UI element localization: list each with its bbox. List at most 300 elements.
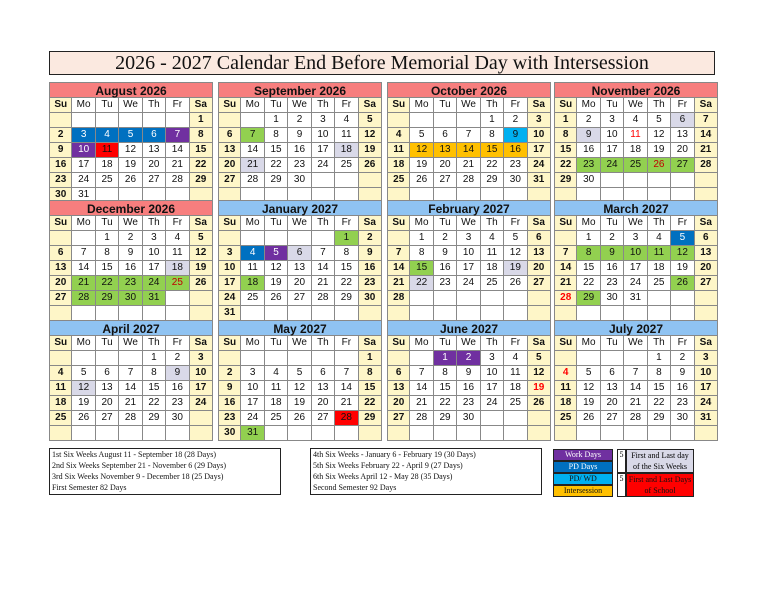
- weekday-header: Sa: [528, 98, 551, 113]
- weekday-header: Th: [648, 216, 671, 231]
- day-cell: 31: [143, 291, 166, 306]
- legend-line: Second Semester 92 Days: [313, 483, 397, 492]
- weekday-header: Fr: [166, 98, 189, 113]
- day-cell: [481, 426, 504, 441]
- day-cell: 27: [434, 173, 457, 188]
- day-cell: [359, 173, 382, 188]
- day-cell: 16: [601, 261, 624, 276]
- day-cell: 25: [481, 276, 504, 291]
- day-cell: 19: [265, 276, 288, 291]
- day-cell: 22: [554, 158, 577, 173]
- month-day-grid: [387, 98, 551, 203]
- day-cell: [434, 113, 457, 128]
- day-cell: 11: [241, 261, 264, 276]
- weekday-header: Tu: [265, 98, 288, 113]
- day-cell: 17: [481, 381, 504, 396]
- day-cell: 4: [624, 113, 647, 128]
- day-cell: 5: [504, 231, 527, 246]
- day-cell: 18: [648, 261, 671, 276]
- day-cell: 19: [671, 261, 694, 276]
- day-cell: 29: [554, 173, 577, 188]
- day-cell: [387, 113, 410, 128]
- day-cell: [359, 426, 382, 441]
- weekday-header: Th: [143, 336, 166, 351]
- day-cell: 16: [119, 261, 142, 276]
- day-cell: [528, 306, 551, 321]
- day-cell: 27: [528, 276, 551, 291]
- day-cell: 12: [528, 366, 551, 381]
- weekday-header: Su: [49, 216, 72, 231]
- day-cell: [457, 291, 480, 306]
- weekday-header: Su: [218, 336, 241, 351]
- weekday-header: Su: [218, 98, 241, 113]
- day-cell: 8: [648, 366, 671, 381]
- day-cell: 20: [528, 261, 551, 276]
- day-cell: 21: [457, 158, 480, 173]
- day-cell: 24: [695, 396, 718, 411]
- day-cell: 28: [410, 411, 433, 426]
- weekday-header: Sa: [359, 98, 382, 113]
- month-title: May 2027: [218, 320, 382, 336]
- day-cell: 14: [387, 261, 410, 276]
- weekday-header: Mo: [72, 336, 95, 351]
- day-cell: [695, 291, 718, 306]
- day-cell: 24: [601, 158, 624, 173]
- day-cell: 29: [96, 291, 119, 306]
- day-cell: [577, 426, 600, 441]
- month-calendar: [49, 320, 213, 441]
- day-cell: 20: [434, 158, 457, 173]
- month-calendar: [387, 200, 551, 321]
- day-cell: 1: [434, 351, 457, 366]
- day-cell: [434, 426, 457, 441]
- day-cell: 30: [49, 188, 72, 203]
- day-cell: 2: [504, 113, 527, 128]
- month-calendar: [218, 320, 382, 441]
- day-cell: 7: [457, 128, 480, 143]
- day-cell: [434, 291, 457, 306]
- day-cell: 17: [457, 261, 480, 276]
- day-cell: 16: [504, 143, 527, 158]
- day-cell: [695, 173, 718, 188]
- day-cell: 24: [624, 276, 647, 291]
- day-cell: 29: [434, 411, 457, 426]
- key-school-sample: 5: [617, 473, 626, 497]
- day-cell: 8: [577, 246, 600, 261]
- day-cell: 16: [671, 381, 694, 396]
- weekday-header: Mo: [241, 216, 264, 231]
- weekday-header: Tu: [265, 216, 288, 231]
- day-cell: 12: [504, 246, 527, 261]
- day-cell: 23: [434, 276, 457, 291]
- day-cell: 28: [72, 291, 95, 306]
- day-cell: 4: [265, 366, 288, 381]
- day-cell: 22: [143, 396, 166, 411]
- day-cell: 13: [288, 261, 311, 276]
- day-cell: 5: [72, 366, 95, 381]
- weekday-header: Su: [49, 336, 72, 351]
- day-cell: 2: [457, 351, 480, 366]
- day-cell: 20: [671, 143, 694, 158]
- day-cell: 20: [49, 276, 72, 291]
- day-cell: 29: [335, 291, 358, 306]
- day-cell: [554, 231, 577, 246]
- weekday-header: Tu: [601, 336, 624, 351]
- day-cell: [624, 173, 647, 188]
- day-cell: 15: [577, 261, 600, 276]
- day-cell: 19: [190, 261, 213, 276]
- day-cell: 21: [624, 396, 647, 411]
- day-cell: 23: [288, 158, 311, 173]
- day-cell: [410, 113, 433, 128]
- day-cell: 9: [119, 246, 142, 261]
- day-cell: 1: [143, 351, 166, 366]
- month-day-grid: [49, 98, 213, 203]
- day-cell: 7: [410, 366, 433, 381]
- weekday-header: Mo: [241, 98, 264, 113]
- day-cell: 18: [387, 158, 410, 173]
- day-cell: 14: [624, 381, 647, 396]
- day-cell: 18: [504, 381, 527, 396]
- day-cell: 3: [624, 231, 647, 246]
- day-cell: 5: [671, 231, 694, 246]
- day-cell: [648, 306, 671, 321]
- day-cell: 8: [410, 246, 433, 261]
- month-calendar: [218, 82, 382, 203]
- key-pd-days: PD Days: [553, 461, 613, 473]
- day-cell: [481, 411, 504, 426]
- weekday-header: Mo: [72, 98, 95, 113]
- day-cell: 13: [695, 246, 718, 261]
- day-cell: 10: [72, 143, 95, 158]
- day-cell: 13: [49, 261, 72, 276]
- day-cell: [359, 306, 382, 321]
- day-cell: 20: [288, 276, 311, 291]
- day-cell: 17: [72, 158, 95, 173]
- day-cell: 3: [143, 231, 166, 246]
- day-cell: [312, 231, 335, 246]
- day-cell: 1: [335, 231, 358, 246]
- day-cell: 2: [166, 351, 189, 366]
- day-cell: 6: [671, 113, 694, 128]
- weekday-header: Th: [481, 216, 504, 231]
- day-cell: 24: [218, 291, 241, 306]
- day-cell: 6: [601, 366, 624, 381]
- day-cell: 3: [190, 351, 213, 366]
- day-cell: 24: [457, 276, 480, 291]
- day-cell: 30: [359, 291, 382, 306]
- day-cell: 21: [695, 143, 718, 158]
- day-cell: [190, 306, 213, 321]
- day-cell: 8: [481, 128, 504, 143]
- weekday-header: Sa: [359, 216, 382, 231]
- day-cell: 13: [671, 128, 694, 143]
- day-cell: 11: [166, 246, 189, 261]
- day-cell: 26: [359, 158, 382, 173]
- month-day-grid: [554, 336, 718, 441]
- day-cell: [387, 351, 410, 366]
- day-cell: 29: [648, 411, 671, 426]
- day-cell: 9: [166, 366, 189, 381]
- day-cell: 4: [504, 351, 527, 366]
- day-cell: 31: [695, 411, 718, 426]
- day-cell: 11: [504, 366, 527, 381]
- day-cell: 4: [96, 128, 119, 143]
- day-cell: [72, 351, 95, 366]
- weekday-header: Tu: [434, 98, 457, 113]
- day-cell: 8: [265, 128, 288, 143]
- day-cell: 14: [335, 381, 358, 396]
- day-cell: [504, 306, 527, 321]
- day-cell: 21: [554, 276, 577, 291]
- day-cell: 4: [166, 231, 189, 246]
- day-cell: [190, 291, 213, 306]
- month-calendar: [554, 200, 718, 321]
- key-pd-wd: PD/ WD: [553, 473, 613, 485]
- day-cell: [218, 231, 241, 246]
- day-cell: [410, 306, 433, 321]
- legend-line: 5th Six Weeks February 22 - April 9 (27 Days): [313, 461, 463, 470]
- day-cell: 21: [72, 276, 95, 291]
- day-cell: 30: [218, 426, 241, 441]
- day-cell: [648, 426, 671, 441]
- weekday-header: We: [457, 98, 480, 113]
- key-work-days: Work Days: [553, 449, 613, 461]
- day-cell: 22: [648, 396, 671, 411]
- day-cell: 3: [241, 366, 264, 381]
- month-calendar: [554, 320, 718, 441]
- day-cell: 22: [434, 396, 457, 411]
- month-calendar: [387, 320, 551, 441]
- day-cell: [410, 291, 433, 306]
- day-cell: 5: [265, 246, 288, 261]
- day-cell: 2: [119, 231, 142, 246]
- day-cell: 10: [143, 246, 166, 261]
- day-cell: 4: [241, 246, 264, 261]
- day-cell: 7: [72, 246, 95, 261]
- day-cell: 1: [359, 351, 382, 366]
- day-cell: 23: [504, 158, 527, 173]
- day-cell: 19: [72, 396, 95, 411]
- weekday-header: Sa: [695, 98, 718, 113]
- day-cell: 15: [143, 381, 166, 396]
- weekday-header: We: [624, 98, 647, 113]
- day-cell: 24: [481, 396, 504, 411]
- day-cell: 9: [671, 366, 694, 381]
- legend-line: First Semester 82 Days: [52, 483, 127, 492]
- day-cell: 21: [312, 276, 335, 291]
- day-cell: 26: [288, 411, 311, 426]
- weekday-header: Th: [312, 98, 335, 113]
- day-cell: [241, 351, 264, 366]
- day-cell: 25: [624, 158, 647, 173]
- day-cell: [335, 426, 358, 441]
- weekday-header: Su: [49, 98, 72, 113]
- day-cell: 26: [265, 291, 288, 306]
- day-cell: 23: [119, 276, 142, 291]
- day-cell: 12: [359, 128, 382, 143]
- day-cell: 19: [648, 143, 671, 158]
- day-cell: 25: [265, 411, 288, 426]
- day-cell: 22: [577, 276, 600, 291]
- weekday-header: Fr: [671, 98, 694, 113]
- day-cell: 19: [288, 396, 311, 411]
- day-cell: 25: [166, 276, 189, 291]
- day-cell: 25: [241, 291, 264, 306]
- day-cell: 28: [312, 291, 335, 306]
- day-cell: 28: [695, 158, 718, 173]
- weekday-header: Su: [218, 216, 241, 231]
- day-cell: 4: [554, 366, 577, 381]
- weekday-header: Th: [143, 98, 166, 113]
- day-cell: 23: [601, 276, 624, 291]
- day-cell: 11: [265, 381, 288, 396]
- day-cell: 2: [577, 113, 600, 128]
- day-cell: 14: [695, 128, 718, 143]
- day-cell: [554, 351, 577, 366]
- day-cell: [143, 306, 166, 321]
- month-calendar: [387, 82, 551, 203]
- second-semester-legend: [310, 448, 542, 495]
- day-cell: 19: [359, 143, 382, 158]
- day-cell: 9: [218, 381, 241, 396]
- day-cell: 8: [96, 246, 119, 261]
- day-cell: 1: [96, 231, 119, 246]
- day-cell: 12: [119, 143, 142, 158]
- day-cell: 15: [554, 143, 577, 158]
- day-cell: [577, 306, 600, 321]
- day-cell: 19: [410, 158, 433, 173]
- day-cell: 2: [434, 231, 457, 246]
- day-cell: 24: [528, 158, 551, 173]
- day-cell: 16: [166, 381, 189, 396]
- day-cell: [312, 351, 335, 366]
- day-cell: 19: [577, 396, 600, 411]
- day-cell: [528, 426, 551, 441]
- day-cell: 2: [359, 231, 382, 246]
- day-cell: [601, 306, 624, 321]
- day-cell: [119, 426, 142, 441]
- day-cell: 18: [166, 261, 189, 276]
- day-cell: 29: [190, 173, 213, 188]
- day-cell: 27: [96, 411, 119, 426]
- day-cell: 21: [241, 158, 264, 173]
- day-cell: 27: [601, 411, 624, 426]
- day-cell: 12: [72, 381, 95, 396]
- day-cell: 30: [601, 291, 624, 306]
- day-cell: 2: [671, 351, 694, 366]
- day-cell: 27: [695, 276, 718, 291]
- day-cell: [241, 231, 264, 246]
- day-cell: [49, 231, 72, 246]
- day-cell: 14: [72, 261, 95, 276]
- day-cell: 10: [457, 246, 480, 261]
- day-cell: 27: [312, 411, 335, 426]
- day-cell: 23: [577, 158, 600, 173]
- day-cell: 3: [312, 113, 335, 128]
- day-cell: [624, 351, 647, 366]
- weekday-header: Th: [312, 336, 335, 351]
- weekday-header: Su: [387, 98, 410, 113]
- day-cell: 18: [241, 276, 264, 291]
- day-cell: 8: [143, 366, 166, 381]
- day-cell: 25: [49, 411, 72, 426]
- day-cell: [410, 426, 433, 441]
- month-day-grid: [218, 336, 382, 441]
- day-cell: [72, 113, 95, 128]
- weekday-header: Fr: [166, 336, 189, 351]
- day-cell: 18: [554, 396, 577, 411]
- day-cell: 26: [504, 276, 527, 291]
- day-cell: [601, 426, 624, 441]
- day-cell: 9: [359, 246, 382, 261]
- day-cell: 13: [528, 246, 551, 261]
- day-cell: 2: [49, 128, 72, 143]
- weekday-header: Su: [387, 336, 410, 351]
- day-cell: 6: [96, 366, 119, 381]
- day-cell: 6: [218, 128, 241, 143]
- day-cell: 5: [190, 231, 213, 246]
- month-day-grid: [554, 98, 718, 203]
- day-cell: 28: [166, 173, 189, 188]
- day-cell: 4: [481, 231, 504, 246]
- day-cell: [457, 426, 480, 441]
- page-title: 2026 - 2027 Calendar End Before Memorial Day with Intersession: [49, 51, 715, 75]
- day-cell: 25: [554, 411, 577, 426]
- weekday-header: Su: [554, 98, 577, 113]
- day-cell: 17: [190, 381, 213, 396]
- day-cell: 30: [577, 173, 600, 188]
- weekday-header: Tu: [601, 216, 624, 231]
- weekday-header: Tu: [601, 98, 624, 113]
- weekday-header: We: [624, 336, 647, 351]
- day-cell: 7: [624, 366, 647, 381]
- legend-line: 4th Six Weeks - January 6 - February 19 (30 Days): [313, 450, 476, 459]
- day-cell: 29: [143, 411, 166, 426]
- day-cell: [265, 306, 288, 321]
- day-cell: [554, 426, 577, 441]
- day-cell: 3: [72, 128, 95, 143]
- day-cell: [695, 306, 718, 321]
- weekday-header: Tu: [265, 336, 288, 351]
- day-cell: 13: [387, 381, 410, 396]
- day-cell: [671, 426, 694, 441]
- day-cell: 15: [335, 261, 358, 276]
- day-cell: [143, 426, 166, 441]
- day-cell: [288, 426, 311, 441]
- day-cell: 10: [190, 366, 213, 381]
- day-cell: [335, 351, 358, 366]
- day-cell: 15: [648, 381, 671, 396]
- weekday-header: Sa: [359, 336, 382, 351]
- day-cell: [49, 351, 72, 366]
- weekday-header: Fr: [504, 336, 527, 351]
- day-cell: 21: [387, 276, 410, 291]
- day-cell: 11: [624, 128, 647, 143]
- weekday-header: Sa: [528, 336, 551, 351]
- day-cell: 10: [601, 128, 624, 143]
- month-title: January 2027: [218, 200, 382, 216]
- day-cell: 20: [96, 396, 119, 411]
- day-cell: 23: [359, 276, 382, 291]
- day-cell: [241, 113, 264, 128]
- day-cell: 22: [265, 158, 288, 173]
- day-cell: 8: [190, 128, 213, 143]
- day-cell: 7: [335, 366, 358, 381]
- weekday-header: Th: [312, 216, 335, 231]
- weekday-header: Th: [143, 216, 166, 231]
- day-cell: 25: [335, 158, 358, 173]
